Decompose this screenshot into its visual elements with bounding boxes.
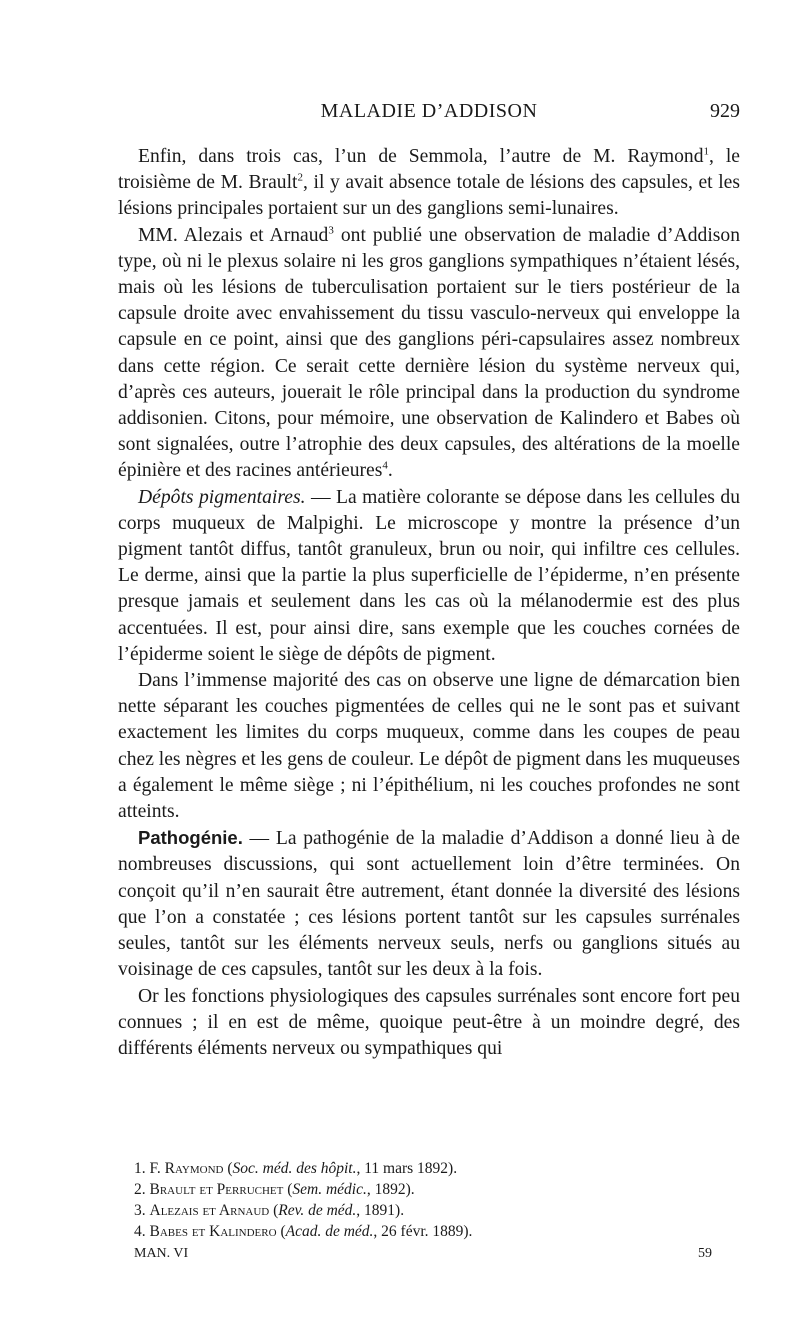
footnote-source: Acad. de méd.	[285, 1223, 374, 1240]
footnote-ref: 3	[328, 224, 334, 237]
signature-number: 59	[698, 1246, 712, 1261]
footnote-source: Sem. médic.	[292, 1181, 367, 1198]
signature-mark: MAN. VI	[134, 1246, 189, 1261]
footnote: 3. Alezais et Arnaud (Rev. de méd., 1891).	[134, 1202, 405, 1219]
footnote: 2. Brault et Perruchet (Sem. médic., 1892).	[134, 1181, 415, 1198]
footnote-author: Babes et Kalindero	[149, 1223, 277, 1240]
footnote-source: Soc. méd. des hôpit.	[232, 1160, 357, 1177]
footnote-number: 3.	[134, 1202, 146, 1219]
body-text	[118, 144, 740, 1062]
paragraph	[118, 223, 740, 485]
footnote-date: , 1892).	[366, 1181, 415, 1198]
footnote-ref: 1	[703, 145, 710, 158]
footnote-date: , 26 févr. 1889).	[373, 1223, 473, 1240]
footnote-date: , 1891).	[356, 1202, 405, 1219]
footnote-author: F. Raymond	[149, 1160, 224, 1177]
paragraph-text: — La pathogénie de la maladie d’Addison a donné lieu à de nombreuses discussions, qui sont actuellement loin d’être terminées. On conçoit qu’il n’en saurait être autrement, étant donnée la diversité des lésions que l’on a constatée ; ces lésions portent tantôt sur les capsules surrénales seules, tantôt sur les éléments nerveux seuls, nerfs ou ganglions situés au voisinage de ces capsules, tantôt sur les deux à la fois.	[118, 828, 740, 981]
footnote-date: , 11 mars 1892).	[356, 1160, 458, 1177]
footnote-author: Brault et Perruchet	[149, 1181, 284, 1198]
footnote-number: 2.	[134, 1181, 146, 1198]
running-header	[118, 100, 740, 130]
footnote: 4. Babes et Kalindero (Acad. de méd., 26 févr. 1889).	[134, 1223, 473, 1240]
paragraph-text: — La matière colorante se dépose dans les cellules du corps muqueux de Malpighi. Le microscope y montre la présence d’un pigment tantôt diffus, tantôt granuleux, brun ou noir, qui infiltre ces cellules. Le derme, ainsi que la partie la plus superficielle de l’épiderme, n’en présente presque jamais et seulement dans les cas où la mélanodermie est des plus accentuées. Il est, pour ainsi dire, sans exemple que les couches cornées de l’épiderme soient le siège de dépôts de pigment.	[118, 486, 740, 665]
footnotes	[134, 1158, 734, 1242]
paragraph-text: Or les fonctions physiologiques des capsules surrénales sont encore fort peu connues ; il en est de même, quoique peut-être à un moindre degré, des différents éléments nerveux ou sympathiques qui	[118, 985, 740, 1059]
paragraph-text: , le troisième de M. Brault	[118, 146, 741, 194]
footnote-source: Rev. de méd.	[278, 1202, 357, 1219]
paragraph-text: Enfin, dans trois cas, l’un de Semmola, l’autre de M. Raymond	[138, 146, 704, 167]
paragraph	[118, 984, 740, 1063]
footnote: 1. F. Raymond (Soc. méd. des hôpit., 11 mars 1892).	[134, 1160, 458, 1177]
paragraph	[118, 668, 740, 825]
footnote-number: 1.	[134, 1160, 146, 1177]
paragraph	[118, 485, 740, 668]
footnote-number: 4.	[134, 1223, 146, 1240]
footnote-ref: 4	[382, 459, 388, 472]
footnote-author: Alezais et Arnaud	[149, 1202, 270, 1219]
page-number: 929	[710, 100, 740, 122]
section-heading-bold: Pathogénie.	[138, 827, 243, 849]
paragraph-text: .	[387, 460, 393, 482]
section-heading-italic: Dépôts pigmentaires.	[138, 486, 306, 508]
footnote-ref: 2	[297, 171, 303, 184]
paragraph-text: , il y avait absence totale de lésions des capsules, et les lésions principales portaient sur un des ganglions semi-lunaires.	[118, 172, 740, 220]
paragraph-text: MM. Alezais et Arnaud	[138, 224, 329, 246]
paragraph	[118, 144, 740, 223]
paragraph-text: Dans l’immense majorité des cas on observe une ligne de démarcation bien nette séparant les couches pigmentées de celles qui ne le sont pas et suivant exactement les limites du corps muqueux, comme dans les coupes de peau chez les nègres et les gens de couleur. Le dépôt de pigment dans les muqueuses a également le même siège ; ni l’épithélium, ni les couches profondes ne sont atteints.	[118, 670, 740, 823]
running-title: MALADIE D’ADDISON	[320, 100, 538, 122]
page-footer	[134, 1246, 712, 1266]
paragraph	[118, 825, 740, 983]
paragraph-text: ont publié une observation de maladie d’Addison type, où ni le plexus solaire ni les gros ganglions sympathiques n’étaient lésés, mais où les lésions de tuberculisation portaient sur le tiers postérieur de la capsule droite avec envahissement du tissu vasculo-nerveux qui enveloppe la capsule en ce point, ainsi que des ganglions péri-capsulaires assez nombreux dans cette région. Ce serait cette dernière lésion du système nerveux qui, d’après ces auteurs, jouerait le rôle principal dans la production du syndrome addisonien. Citons, pour mémoire, une observation de Kalindero et Babes où sont signalées, outre l’atrophie des deux capsules, des altérations de la moelle épinière et des racines antérieures	[118, 224, 740, 482]
